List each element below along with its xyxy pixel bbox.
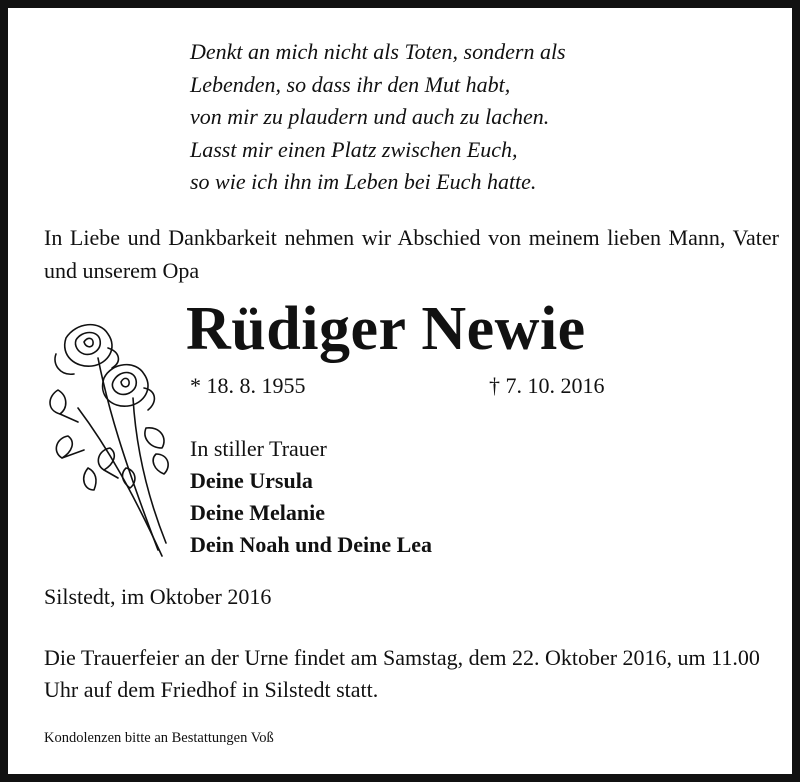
birth-date: * 18. 8. 1955	[190, 373, 306, 398]
farewell-intro: In Liebe und Dankbarkeit nehmen wir Abschied von meinem lieben Mann, Vater und unserem Opa	[44, 225, 779, 283]
poem-line: Denkt an mich nicht als Toten, sondern als	[190, 39, 566, 64]
mourner-name: Deine Melanie	[190, 500, 326, 525]
roses-icon	[38, 318, 178, 563]
mourner-name: Deine Ursula	[190, 468, 313, 493]
deceased-name: Rüdiger Newie	[186, 295, 586, 363]
death-date: † 7. 10. 2016	[489, 373, 605, 398]
place-date: Silstedt, im Oktober 2016	[44, 584, 272, 609]
ceremony-info: Die Trauerfeier an der Urne findet am Samstag, dem 22. Oktober 2016, um 11.00 Uhr auf dem Friedhof in Silstedt statt.	[44, 645, 760, 702]
condolences-note: Kondolenzen bitte an Bestattungen Voß	[44, 730, 274, 746]
poem-line: Lasst mir einen Platz zwischen Euch,	[190, 136, 518, 162]
memorial-poem	[190, 36, 566, 199]
mourner-name: Dein Noah und Deine Lea	[190, 532, 433, 557]
poem-line: von mir zu plaudern und auch zu lachen.	[190, 104, 550, 129]
mourners-heading: In stiller Trauer	[190, 436, 327, 461]
mourners-block	[190, 433, 432, 561]
poem-line: Lebenden, so dass ihr den Mut habt,	[190, 71, 511, 97]
poem-line: so wie ich ihn im Leben bei Euch hatte.	[190, 169, 537, 194]
